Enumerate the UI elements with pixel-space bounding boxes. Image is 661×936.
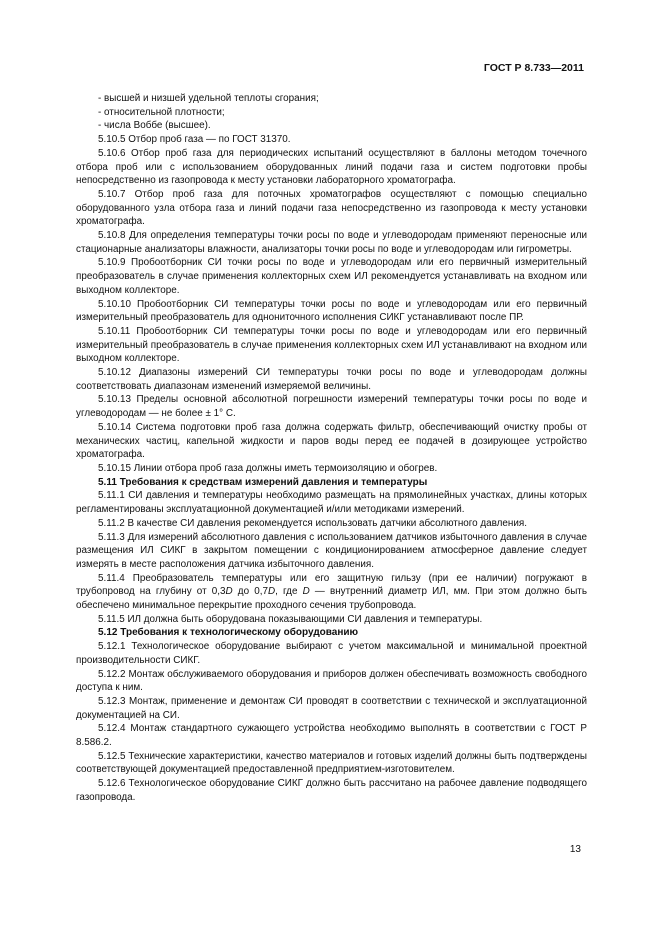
- paragraph: [76, 572, 587, 613]
- symbol-D: D: [225, 586, 233, 598]
- paragraph: 5.10.7 Отбор проб газа для поточных хроматографов осуществляют с помощью специально оборудованного узла отбора газа и линий подачи газа непосредственно из газопровода к месту установки хроматографа.: [76, 188, 587, 228]
- paragraph: 5.11.3 Для измерений абсолютного давления с использованием датчиков избыточного давления в случае размещения ИЛ СИКГ в закрытом помещении с кондиционированием атмосферное давление следует измерять в месте расположения датчика избыточного давления.: [76, 531, 587, 570]
- paragraph: 5.10.10 Пробоотборник СИ температуры точки росы по воде и углеводородам или его первичный измерительный преобразователь для однониточного исполнения СИКГ устанавливают после ПР.: [76, 298, 587, 324]
- paragraph: 5.11.2 В качестве СИ давления рекомендуется использовать датчики абсолютного давления.: [98, 517, 527, 529]
- page-number: 13: [569, 844, 581, 855]
- text-run: до 0,7: [232, 586, 268, 598]
- paragraph: 5.12.4 Монтаж стандартного сужающего устройства необходимо выполнять в соответствии с ГОСТ Р 8.586.2.: [76, 723, 587, 749]
- section-title: 5.12 Требования к технологическому оборудованию: [98, 627, 359, 639]
- paragraph: 5.10.6 Отбор проб газа для периодических испытаний осуществляют в баллоны методом точечного отбора проб или с использованием оборудованных линий подачи газа и систем подготовки пробы непосредственно из газопровода к месту установки лабораторного хроматографа.: [76, 147, 587, 187]
- paragraph: 5.10.5 Отбор проб газа — по ГОСТ 31370.: [98, 134, 291, 146]
- document-body: [76, 92, 587, 805]
- paragraph: 5.10.11 Пробоотборник СИ температуры точки росы по воде и углеводородам или его первичный измерительный преобразователь в случае применения коллекторных схем ИЛ устанавливают на входном или выходном коллекторе.: [76, 325, 587, 365]
- paragraph: 5.11.5 ИЛ должна быть оборудована показывающими СИ давления и температуры.: [98, 613, 483, 625]
- list-item: - высшей и низшей удельной теплоты сгорания;: [98, 93, 319, 104]
- paragraph: 5.12.6 Технологическое оборудование СИКГ должно быть рассчитано на рабочее давление подводящего газопровода.: [76, 778, 587, 803]
- text-run: — внутренний диаметр ИЛ, мм. При этом должно быть обеспечено минимальное перекрытие проходного сечения трубопровода.: [76, 586, 587, 612]
- text-run: , где: [275, 586, 303, 598]
- text-run: 5.11.4 Преобразователь температуры или его защитную гильзу (при ее наличии) погружают в трубопровод на глубину от 0,3: [76, 572, 587, 598]
- symbol-D: D: [267, 586, 276, 598]
- paragraph: 5.10.15 Линии отбора проб газа должны иметь термоизоляцию и обогрев.: [98, 462, 438, 474]
- paragraph: 5.11.1 СИ давления и температуры необходимо размещать на прямолинейных участках, длины которых регламентированы эксплуатационной документацией и/или методиками измерений.: [76, 490, 587, 516]
- section-title: 5.11 Требования к средствам измерений давления и температуры: [98, 476, 428, 488]
- paragraph: 5.10.13 Пределы основной абсолютной погрешности измерений температуры точки росы по воде и углеводородам — не более ± 1° С.: [76, 394, 587, 420]
- paragraph: 5.12.3 Монтаж, применение и демонтаж СИ проводят в соответствии с технической и эксплуатационной документацией на СИ.: [76, 695, 587, 721]
- symbol-D: D: [302, 586, 310, 598]
- paragraph: 5.10.14 Система подготовки проб газа должна содержать фильтр, обеспечивающий очистку пробы от механических частиц, капельной жидкости и паров воды перед ее подачей в дозирующее устройство хроматографа.: [76, 421, 587, 461]
- paragraph: 5.12.2 Монтаж обслуживаемого оборудования и приборов должен обеспечивать возможность свободного доступа к ним.: [76, 668, 587, 694]
- paragraph: 5.12.1 Технологическое оборудование выбирают с учетом максимальной и минимальной проектной производительности СИКГ.: [76, 641, 587, 666]
- paragraph: 5.10.12 Диапазоны измерений СИ температуры точки росы по воде и углеводородам должны соответствовать диапазонам изменений измеряемой величины.: [76, 367, 587, 392]
- paragraph: 5.10.8 Для определения температуры точки росы по воде и углеводородам применяют переносные или стационарные анализаторы влажности, анализаторы точки росы по воде и углеводородам или гигрометры.: [76, 230, 587, 255]
- paragraph: 5.12.5 Технические характеристики, качество материалов и готовых изделий должны быть подтверждены соответствующей документацией предоставленной предприятием-изготовителем.: [76, 750, 587, 776]
- paragraph: 5.10.9 Пробоотборник СИ точки росы по воде и углеводородам или его первичный измерительный преобразователь в случае применения коллекторных схем ИЛ рекомендуется устанавливать на входном или выходном коллекторе.: [76, 257, 587, 296]
- list-item: - относительной плотности;: [98, 106, 225, 118]
- list-item: - числа Воббе (высшее).: [98, 120, 211, 132]
- document-header: ГОСТ Р 8.733—2011: [483, 62, 584, 74]
